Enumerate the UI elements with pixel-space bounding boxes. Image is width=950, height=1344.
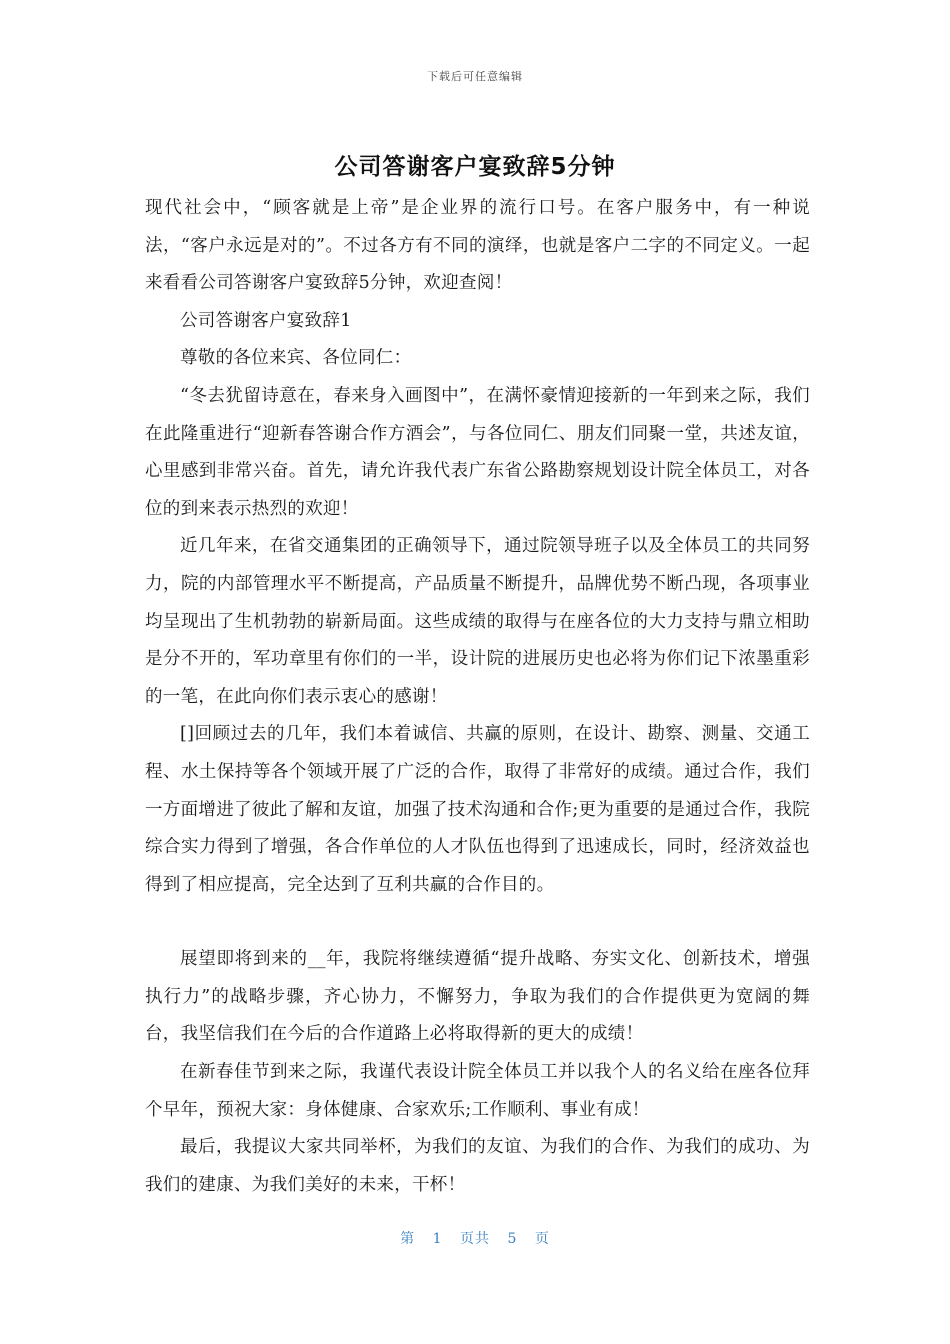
salutation: 尊敬的各位来宾、各位同仁： xyxy=(180,348,412,369)
body-paragraph: 展望即将到来的__年，我院将继续遵循“提升战略、夯实文化、创新技术，增强执行力”的战略步骤，齐心协力，不懈努力，争取为我们的合作提供更为宽阔的舞台，我坚信我们在今后的合作道路上必将取得新的更大的成绩！ xyxy=(145,949,810,1045)
footer-prefix: 第 xyxy=(400,1231,416,1247)
paragraph-gap xyxy=(145,904,810,941)
footer-middle: 页共 xyxy=(460,1231,490,1247)
footer-suffix: 页 xyxy=(534,1231,550,1247)
page-footer xyxy=(0,1228,950,1248)
intro-paragraph: 现代社会中，“顾客就是上帝”是企业界的流行口号。在客户服务中，有一种说法，“客户永远是对的”。不过各方有不同的演绎，也就是客户二字的不同定义。一起来看看公司答谢客户宴致辞5分钟，欢迎查阅！ xyxy=(145,198,810,294)
document-body xyxy=(145,190,810,1204)
body-paragraph: 在新春佳节到来之际，我谨代表设计院全体员工并以我个人的名义给在座各位拜个早年，预祝大家：身体健康、合家欢乐;工作顺利、事业有成！ xyxy=(145,1062,810,1120)
total-page-count: 5 xyxy=(507,1231,518,1247)
body-paragraph: 近几年来，在省交通集团的正确领导下，通过院领导班子以及全体员工的共同努力，院的内部管理水平不断提高，产品质量不断提升，品牌优势不断凸现，各项事业均呈现出了生机勃勃的崭新局面。这些成绩的取得与在座各位的大力支持与鼎立相助是分不开的，军功章里有你们的一半，设计院的进展历史也必将为你们记下浓墨重彩的一笔，在此向你们表示衷心的感谢！ xyxy=(145,536,810,707)
current-page-number: 1 xyxy=(432,1231,443,1247)
closing-paragraph: 最后，我提议大家共同举杯，为我们的友谊、为我们的合作、为我们的成功、为我们的建康、为我们美好的未来，干杯！ xyxy=(145,1137,810,1195)
section-heading: 公司答谢客户宴致辞1 xyxy=(180,310,352,331)
document-title: 公司答谢客户宴致辞5分钟 xyxy=(334,154,616,180)
header-note: 下载后可任意编辑 xyxy=(427,70,523,83)
body-paragraph: “冬去犹留诗意在，春来身入画图中”，在满怀豪情迎接新的一年到来之际，我们在此隆重进行“迎新春答谢合作方酒会”，与各位同仁、朋友们同聚一堂，共述友谊，心里感到非常兴奋。首先，请允许我代表广东省公路勘察规划设计院全体员工，对各位的到来表示热烈的欢迎！ xyxy=(145,385,810,519)
body-paragraph: []回顾过去的几年，我们本着诚信、共赢的原则，在设计、勘察、测量、交通工程、水土保持等各个领域开展了广泛的合作，取得了非常好的成绩。通过合作，我们一方面增进了彼此了解和友谊，加强了技术沟通和合作;更为重要的是通过合作，我院综合实力得到了增强，各合作单位的人才队伍也得到了迅速成长，同时，经济效益也得到了相应提高，完全达到了互利共赢的合作目的。 xyxy=(145,724,810,895)
